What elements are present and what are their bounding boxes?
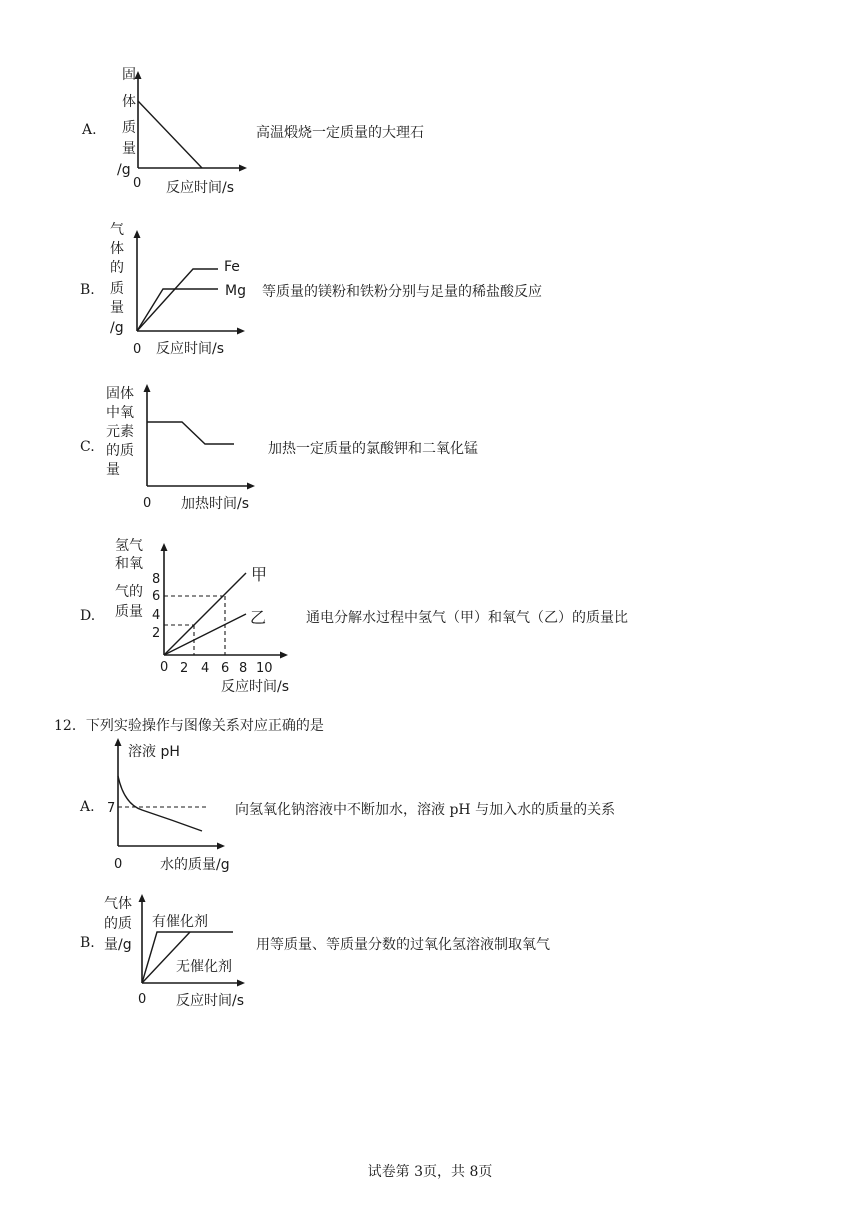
x-axis-arrow: [217, 843, 225, 850]
option-c-description: 加热一定质量的氯酸钾和二氧化锰: [268, 441, 478, 457]
y-axis-arrow: [161, 543, 168, 551]
y-axis-arrow: [144, 384, 151, 392]
x-tick-label: 6: [221, 661, 230, 676]
q12-option-b-letter: B.: [80, 935, 95, 951]
y-tick-7-label: 7: [107, 801, 116, 816]
y-label-char: 量: [110, 300, 124, 316]
graph-mg-fe-acid: [100, 222, 270, 362]
ph-curve: [118, 776, 202, 831]
y-label-char: 的: [110, 260, 124, 276]
origin-label: 0: [133, 342, 142, 357]
y-axis-label: 溶液 pH: [128, 744, 180, 760]
y-axis-label: [117, 67, 136, 178]
y-axis-arrow: [115, 738, 122, 746]
y-label-line: 氢气: [115, 538, 143, 554]
y-label-line: 量: [106, 462, 120, 478]
option-a-letter: A.: [82, 122, 97, 138]
y-axis-arrow: [139, 894, 146, 902]
y-label-char: 质: [122, 120, 136, 136]
x-axis-arrow: [280, 652, 288, 659]
option-c-letter: C.: [80, 439, 95, 455]
x-axis-label: 反应时间/s: [176, 993, 245, 1009]
y-label-line: 的质: [106, 443, 134, 459]
option-d-description: 通电分解水过程中氢气（甲）和氧气（乙）的质量比: [306, 610, 628, 626]
y-tick-label: 6: [152, 589, 161, 604]
option-b-letter: B.: [80, 282, 95, 298]
x-tick-labels: [180, 661, 273, 676]
origin-label: 0: [160, 660, 169, 675]
y-label-char: /g: [110, 320, 124, 336]
x-tick-label: 4: [201, 661, 210, 676]
q12-option-a-letter: A.: [80, 799, 95, 815]
mg-series-line: [137, 289, 218, 331]
x-tick-label: 8: [239, 661, 248, 676]
with-catalyst-line: [142, 932, 233, 983]
origin-label: 0: [138, 992, 147, 1007]
x-axis-arrow: [237, 980, 245, 987]
y-label-char: 体: [110, 241, 124, 257]
y-label-line: 气的: [115, 584, 143, 600]
jia-series-label: 甲: [251, 565, 268, 584]
y-label-char: /g: [117, 162, 131, 178]
y-tick-labels: [152, 572, 160, 641]
fe-series-line: [137, 269, 218, 331]
x-axis-arrow: [237, 328, 245, 335]
x-axis-label: 反应时间/s: [156, 341, 225, 357]
option-d-letter: D.: [80, 608, 96, 624]
y-label-line: 量/g: [104, 937, 132, 953]
y-label-line: 元素: [106, 424, 134, 440]
y-label-char: 固: [122, 67, 136, 83]
q12-option-b-description: 用等质量、等质量分数的过氧化氢溶液制取氧气: [256, 937, 550, 953]
y-axis-label: [106, 385, 134, 478]
y-label-line: 中氧: [106, 405, 134, 421]
y-label-line: 和氧: [115, 556, 143, 572]
question-number: 12．: [54, 718, 86, 734]
y-axis-label: [110, 222, 124, 336]
y-label-line: 质量: [115, 604, 143, 620]
x-axis-arrow: [239, 165, 247, 172]
y-label-char: 体: [122, 94, 136, 110]
without-catalyst-label: 无催化剂: [176, 959, 232, 975]
question-text: 下列实验操作与图像关系对应正确的是: [85, 718, 324, 734]
y-tick-label: 2: [152, 626, 161, 641]
mass-line: [138, 101, 202, 168]
fe-series-label: Fe: [224, 259, 240, 275]
x-axis-label: 加热时间/s: [181, 496, 250, 512]
page-footer: 试卷第 3页，共 8页: [367, 1164, 493, 1180]
y-axis-label: [115, 538, 143, 620]
x-tick-label: 10: [256, 661, 273, 676]
q12-option-a-description: 向氢氧化钠溶液中不断加水，溶液 pH 与加入水的质量的关系: [235, 802, 616, 818]
jia-series-line: [164, 573, 246, 655]
graph-potassium-chlorate-heating: [100, 378, 270, 518]
yi-series-label: 乙: [250, 608, 267, 627]
y-tick-label: 8: [152, 572, 161, 587]
y-label-char: 量: [122, 141, 136, 157]
yi-series-line: [164, 614, 246, 655]
x-axis-arrow: [247, 483, 255, 490]
x-axis-label: 反应时间/s: [166, 180, 235, 196]
y-axis-arrow: [134, 230, 141, 238]
graph-hydrogen-peroxide-catalyst: [100, 888, 270, 1016]
graph-marble-calcination: [100, 65, 270, 200]
origin-label: 0: [114, 857, 123, 872]
y-label-char: 气: [110, 222, 124, 238]
origin-label: 0: [133, 176, 142, 191]
mg-series-label: Mg: [225, 283, 246, 299]
option-a-description: 高温煅烧一定质量的大理石: [256, 125, 424, 141]
y-axis-label: [104, 895, 132, 953]
x-tick-label: 2: [180, 661, 189, 676]
y-label-char: 质: [110, 281, 124, 297]
x-axis-label: 水的质量/g: [160, 857, 230, 873]
y-label-line: 固体: [106, 386, 134, 402]
option-b-description: 等质量的镁粉和铁粉分别与足量的稀盐酸反应: [262, 284, 542, 300]
graph-water-electrolysis: [100, 533, 300, 698]
with-catalyst-label: 有催化剂: [152, 914, 208, 930]
x-axis-label: 反应时间/s: [221, 679, 290, 695]
origin-label: 0: [143, 496, 152, 511]
y-tick-label: 4: [152, 608, 161, 623]
oxygen-mass-line: [147, 422, 234, 444]
y-label-line: 的质: [104, 916, 132, 932]
y-label-line: 气体: [104, 896, 132, 912]
